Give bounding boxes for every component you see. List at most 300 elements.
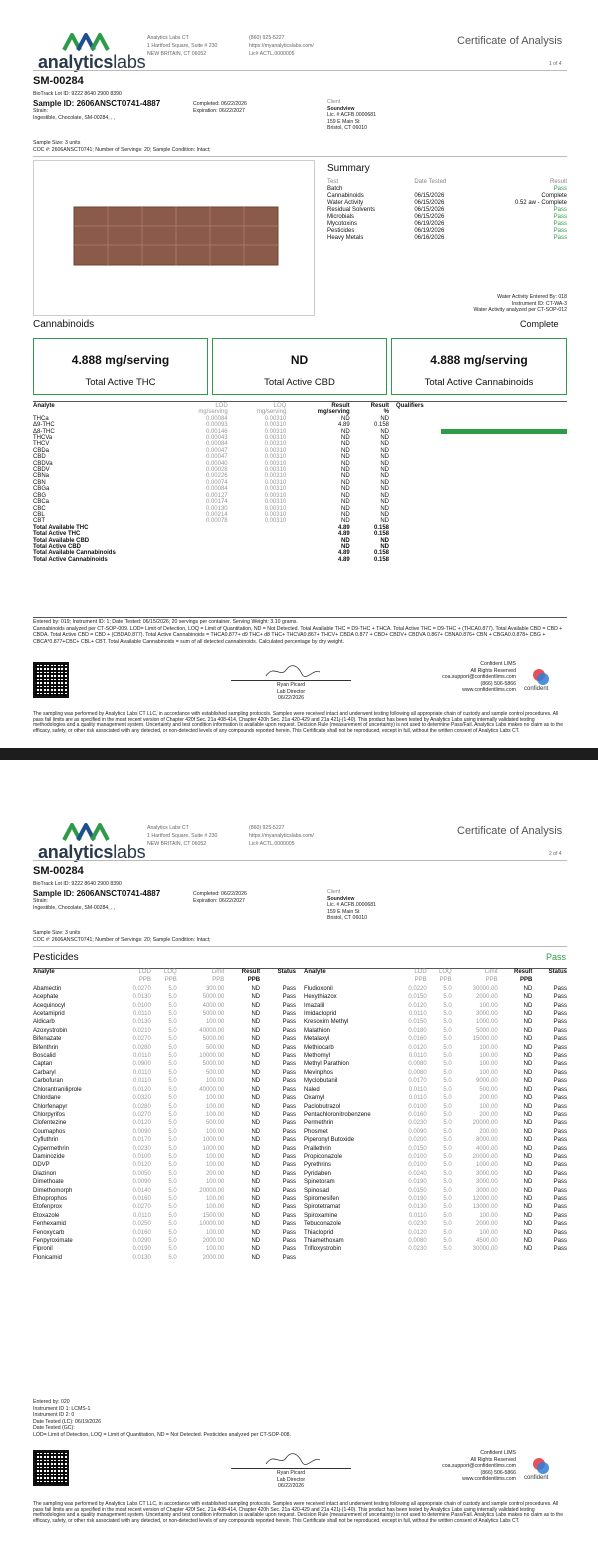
lod-value: 0.0200 — [408, 1137, 427, 1144]
col-result: Result — [241, 969, 261, 975]
pesticide-row — [303, 1153, 568, 1161]
result-value: ND — [251, 1036, 261, 1043]
status-value: Pass — [282, 1036, 296, 1043]
signature-icon — [262, 1450, 322, 1468]
analyte-name: Coumaphos — [33, 1128, 66, 1135]
lod-value: 0.0110 — [132, 1011, 151, 1018]
result-pct: ND — [380, 415, 389, 422]
lod-value: 0.00047 — [205, 454, 228, 461]
status-value: Pass — [282, 1002, 296, 1009]
limit-value: 30000.00 — [472, 1246, 498, 1253]
pesticide-row — [303, 1145, 568, 1153]
pesticide-row — [303, 1060, 568, 1068]
status-value: Pass — [282, 1145, 296, 1152]
lod-value: 0.0120 — [408, 1044, 427, 1051]
summary-result: Pass — [553, 207, 567, 213]
status-value: Pass — [553, 1061, 567, 1068]
analyte-name: Chlorfenapyr — [33, 1103, 68, 1110]
result-value: ND — [251, 1095, 261, 1102]
lod-value: 0.00028 — [205, 467, 228, 474]
result-pct: ND — [380, 435, 389, 442]
lod-value: 0.0110 — [132, 1069, 151, 1076]
analyte-name: Spirotetramat — [304, 1204, 341, 1211]
limit-value: 2000.00 — [202, 1254, 225, 1261]
analyte-name: Acephate — [33, 994, 59, 1001]
loq-value: 0.00310 — [264, 518, 287, 525]
summary-result: Pass — [553, 235, 567, 241]
lod-value: 0.0090 — [132, 1179, 151, 1186]
summary-test: Heavy Metals — [327, 235, 364, 241]
result-value: ND — [523, 1069, 533, 1076]
lod-value: 0.0270 — [132, 1036, 151, 1043]
summary-test: Batch — [327, 186, 343, 192]
col-result-pct: Result — [370, 403, 389, 409]
col-loq: LOQ — [438, 969, 452, 975]
pesticide-row — [32, 1229, 297, 1237]
expiration-date: Expiration: 06/22/2027 — [193, 108, 245, 114]
pesticide-row — [303, 1128, 568, 1136]
limit-value: 5000.00 — [202, 994, 225, 1001]
lod-value: 0.0100 — [132, 1002, 151, 1009]
loq-value: 5.0 — [168, 1170, 177, 1177]
loq-value: 5.0 — [168, 1103, 177, 1110]
status-value: Pass — [553, 1011, 567, 1018]
pesticide-row — [32, 1111, 297, 1119]
analyte-name: Methyl Parathion — [304, 1061, 350, 1068]
result-mg: ND — [341, 511, 350, 518]
lod-value: 0.0160 — [132, 1229, 151, 1236]
analyte-name: CBDa — [33, 447, 50, 454]
pesticide-row — [303, 1161, 568, 1169]
lab-address: Analytics Labs CT 1 Hartford Square, Suite # 230 NEW BRITAIN, CT 06052 — [147, 35, 218, 57]
status-value: Pass — [553, 1246, 567, 1253]
lab-contact: (860) 925-5227 https://myanalyticslabs.com/ Lic# ACTL.0000005 — [249, 825, 314, 847]
result-value: ND — [523, 994, 533, 1001]
result-pct: ND — [380, 447, 389, 454]
summary-test: Cannabinoids — [327, 193, 364, 199]
status-value: Pass — [553, 1128, 567, 1135]
analyte-name: Spiroxamine — [304, 1212, 338, 1219]
expiration-date: Expiration: 06/22/2027 — [193, 898, 245, 904]
lod-value: 0.0150 — [408, 1145, 427, 1152]
coa-page-1 — [0, 0, 598, 745]
lod-value: 0.0080 — [408, 1069, 427, 1076]
loq-value: 5.0 — [168, 1254, 177, 1261]
lod-value: 0.0320 — [132, 1095, 151, 1102]
pesticide-table-left — [32, 968, 297, 1262]
loq-value: 0.00310 — [264, 460, 287, 467]
strain: Strain: — [33, 898, 48, 904]
result-value: ND — [523, 1103, 533, 1110]
result-value: ND — [523, 1078, 533, 1085]
result-value: ND — [523, 1153, 533, 1160]
analyte-name: Spiromesifen — [304, 1195, 340, 1202]
result-value: ND — [523, 1019, 533, 1026]
analyte-name: Permethrin — [304, 1120, 334, 1127]
loq-value: 5.0 — [168, 1195, 177, 1202]
total-name: Total Available CBD — [33, 537, 90, 544]
status-value: Pass — [553, 1002, 567, 1009]
lod-value: 0.0130 — [408, 1204, 427, 1211]
loq-value: 5.0 — [168, 1027, 177, 1034]
pesticide-row — [303, 1103, 568, 1111]
result-value: ND — [251, 1027, 261, 1034]
loq-value: 0.00310 — [264, 415, 287, 422]
loq-value: 5.0 — [443, 1078, 452, 1085]
result-value: ND — [523, 1170, 533, 1177]
summary-title: Summary — [327, 163, 370, 174]
limit-value: 100.00 — [205, 1111, 225, 1118]
pesticide-row — [32, 1002, 297, 1010]
lod-value: 0.0120 — [132, 1162, 151, 1169]
loq-value: 5.0 — [443, 1179, 452, 1186]
lod-value: 0.0170 — [132, 1137, 151, 1144]
unit-lod: PPB — [138, 977, 151, 984]
summary-date: 06/19/2026 — [414, 228, 445, 234]
limit-value: 3000.00 — [475, 1179, 498, 1186]
analyte-name: CBDV — [33, 467, 50, 474]
analyte-name: Hexythiazox — [304, 994, 337, 1001]
loq-value: 5.0 — [168, 1086, 177, 1093]
result-mg: ND — [341, 492, 350, 499]
result-pct: ND — [380, 454, 389, 461]
pesticide-row — [32, 1153, 297, 1161]
result-pct: 0.158 — [373, 524, 389, 531]
limit-value: 3000.00 — [475, 1187, 498, 1194]
analyte-name: Pyridaben — [304, 1170, 332, 1177]
result-value: ND — [523, 1027, 533, 1034]
result-value: ND — [523, 1229, 533, 1236]
status-value: Pass — [553, 1120, 567, 1127]
result-value: ND — [523, 1195, 533, 1202]
loq-value: 5.0 — [168, 1238, 177, 1244]
pesticide-row — [303, 1119, 568, 1127]
result-mg: 4.89 — [337, 531, 350, 538]
limit-value: 4000.00 — [475, 1145, 498, 1152]
loq-value: 5.0 — [168, 1053, 177, 1060]
status-value: Pass — [553, 1019, 567, 1026]
matrix: Ingestible, Chocolate, SM-00284, , , — [33, 905, 116, 911]
coc-number: COC #: 2606ANSCT0741; Number of Servings: 20; Sample Condition: Intact; — [33, 937, 211, 943]
qr-code-icon[interactable] — [33, 662, 69, 698]
status-value: Pass — [553, 994, 567, 1001]
pesticide-row — [303, 1018, 568, 1026]
lod-value: 0.0230 — [132, 1145, 151, 1152]
loq-value: 5.0 — [443, 1053, 452, 1060]
lod-value: 0.0270 — [132, 1111, 151, 1118]
pesticide-row — [32, 1128, 297, 1136]
cannabinoid-notes: Entered by: 019; Instrument ID: 1; Date Tested: 06/15/2026; 20 servings per container. Serving Weight: 3.10 grams. Cannabinoids analyzed per CT-SOP-009. LOD= Limit of Detection, LOQ = Limit of Quantitation, ND = Not Detected. Total Available THC = D9-THC + THCA. Total Active THC = D9-THC + (THCA0.877). Total Available CBD = CBD + CBDA. Total Active CBD = CBD + (CBDA0.877). Total Active Cannabinoids = THCA0.877+ d9 THC+ d8 THC+ THCVA0.867+ THCV+ CBDA 0.877 + CBD+ CBDV+ CBDVA 0.867+ CBNA0.876+ CBN + CBGA0.0.878+ CBG + CBCA*0.877+CBC+ CBL+ CBT. Total Available Cannabinoids = sum of all detected cannabinoids. Calculated percentage by dry weight. — [33, 619, 563, 645]
analyte-name: CBL — [33, 511, 45, 518]
status-value: Pass — [553, 1053, 567, 1060]
lod-value: 0.0140 — [132, 1187, 151, 1194]
summary-row — [327, 186, 567, 193]
confident-lims-info: Confident LIMS All Rights Reserved coa.support@confidentlims.com (866) 506-5866 www.confidentlims.com — [442, 661, 516, 693]
limit-value: 500.00 — [205, 1120, 225, 1127]
pesticide-row — [32, 1195, 297, 1203]
result-value: ND — [251, 1145, 261, 1152]
summary-result: Complete — [541, 193, 567, 199]
pesticide-row — [303, 1229, 568, 1237]
summary-row — [327, 207, 567, 214]
total-name: Total Active THC — [33, 531, 81, 538]
limit-value: 100.00 — [205, 1153, 225, 1160]
result-value: ND — [523, 1145, 533, 1152]
result-mg: ND — [341, 435, 350, 442]
loq-value: 5.0 — [168, 1204, 177, 1211]
unit-result-mg: mg/serving — [317, 409, 350, 416]
pesticide-row — [32, 1145, 297, 1153]
total-active-cannabinoids-box: 4.888 mg/serving Total Active Cannabinoids — [391, 338, 567, 395]
status-value: Pass — [282, 1053, 296, 1060]
analyte-name: Pentachloronitrobenzene — [304, 1111, 371, 1118]
analyte-name: Malathion — [304, 1027, 331, 1034]
result-value: ND — [251, 1238, 261, 1244]
status-value: Pass — [553, 1095, 567, 1102]
result-value: ND — [251, 1111, 261, 1118]
pesticide-row — [303, 1187, 568, 1195]
analyte-name: Piperonyl Butoxide — [304, 1137, 355, 1144]
summary-row — [327, 200, 567, 207]
limit-value: 4000.00 — [202, 1002, 225, 1009]
status-value: Pass — [282, 1162, 296, 1169]
lod-value: 0.0080 — [408, 1061, 427, 1068]
limit-value: 5000.00 — [475, 1027, 498, 1034]
lod-value: 0.0160 — [408, 1111, 427, 1118]
unit-loq: mg/serving — [256, 409, 287, 416]
analyte-name: CBC — [33, 505, 46, 512]
analyte-name: Mevinphos — [304, 1069, 334, 1076]
limit-value: 100.00 — [205, 1162, 225, 1169]
pesticide-row — [32, 1086, 297, 1094]
lod-value: 0.0090 — [132, 1128, 151, 1135]
doc-title: Certificate of Analysis — [457, 35, 563, 47]
analyte-name: Flonicamid — [33, 1254, 63, 1261]
lod-value: 0.0190 — [408, 1195, 427, 1202]
col-loq: LOQ — [164, 969, 177, 975]
status-value: Pass — [282, 1229, 296, 1236]
summary-row — [327, 235, 567, 242]
loq-value: 0.00310 — [264, 511, 287, 518]
lod-value: 0.0250 — [132, 1221, 151, 1228]
status-value: Pass — [553, 1036, 567, 1043]
result-mg: ND — [341, 428, 350, 435]
lod-value: 0.0210 — [132, 1027, 151, 1034]
status-value: Pass — [282, 1019, 296, 1026]
lod-value: 0.0180 — [408, 1027, 427, 1034]
loq-value: 5.0 — [443, 1229, 452, 1236]
result-mg: 4.89 — [337, 550, 350, 557]
pesticide-row — [32, 1203, 297, 1211]
col-loq: LOQ — [273, 403, 287, 409]
result-mg: ND — [341, 473, 350, 480]
unit-limit: PPB — [485, 977, 498, 984]
result-value: ND — [251, 1195, 261, 1202]
loq-value: 0.00310 — [264, 473, 287, 480]
pesticide-row — [32, 1178, 297, 1186]
result-value: ND — [523, 1187, 533, 1194]
analyte-name: Spinetoram — [304, 1179, 335, 1186]
coa-page-2 — [0, 790, 598, 1535]
total-name: Total Available THC — [33, 524, 89, 531]
status-value: Pass — [553, 1195, 567, 1202]
result-pct: ND — [380, 499, 389, 506]
analyte-name: Fenoxycarb — [33, 1229, 65, 1236]
status-value: Pass — [553, 985, 567, 992]
pesticide-row — [32, 1044, 297, 1052]
lod-value: 0.0240 — [408, 1170, 427, 1177]
qr-code-icon[interactable] — [33, 1450, 69, 1486]
result-value: ND — [523, 1179, 533, 1186]
status-value: Pass — [282, 1120, 296, 1127]
loq-value: 5.0 — [168, 1019, 177, 1026]
result-mg: ND — [341, 499, 350, 506]
analyte-name: Spinosad — [304, 1187, 330, 1194]
result-value: ND — [251, 1002, 261, 1009]
pesticide-row — [303, 1094, 568, 1102]
lod-value: 0.0170 — [408, 1078, 427, 1085]
col-limit: Limit — [211, 969, 225, 975]
unit-limit: PPB — [212, 977, 225, 984]
result-value: ND — [251, 1179, 261, 1186]
lod-value: 0.0120 — [132, 1120, 151, 1127]
loq-value: 5.0 — [443, 1221, 452, 1228]
matrix: Ingestible, Chocolate, SM-00284, , , — [33, 115, 116, 121]
lod-value: 0.00093 — [205, 422, 228, 429]
loq-value: 5.0 — [168, 1036, 177, 1043]
result-value: ND — [523, 1137, 533, 1144]
summary-table — [327, 179, 567, 242]
analyte-name: Imazalil — [304, 1002, 325, 1009]
lab-contact: (860) 925-5227 https://myanalyticslabs.com/ Lic# ACTL.0000005 — [249, 35, 314, 57]
limit-value: 100.00 — [479, 1212, 498, 1219]
lod-value: 0.00040 — [205, 460, 228, 467]
limit-value: 100.00 — [205, 1229, 225, 1236]
limit-value: 5000.00 — [202, 1061, 225, 1068]
limit-value: 9000.00 — [475, 1078, 498, 1085]
summary-col-date: Date Tested — [414, 179, 447, 185]
loq-value: 5.0 — [168, 994, 177, 1001]
page-number: 1 of 4 — [549, 61, 562, 67]
status-value: Pass — [282, 1061, 296, 1068]
lod-value: 0.0110 — [408, 1053, 427, 1060]
pesticide-row — [303, 1245, 568, 1253]
lod-value: 0.00074 — [205, 479, 228, 486]
analyte-name: Dimethoate — [33, 1179, 64, 1186]
limit-value: 13000.00 — [472, 1204, 498, 1211]
summary-result: Pass — [553, 221, 567, 227]
disclaimer: The sampling was performed by Analytics Labs CT LLC, in accordance with established sampling protocols. Samples were received intact and underwent testing following all appropriate chain of custody and sample control procedures. All pass fail limits are as specified in the most recent version of Chapter 420f Sec. 21a 408-414, Chapter 420h Sec. 21a 420-429 and 21a 421j-(1-40). This product has been tested by Analytics Labs using internally validated testing methodologies and a quality management system. Uncertainty and test condition information is available upon request. Decision Rule (measurement of uncertainty) is not used to determine Pass/Fail. Analytics Labs makes no claim as to the efficacy, safety, or other risk associated with any detected, or non-detected levels of any compounds reported herein. This Certificate shall not be reproduced, except in full, without the written consent of Analytics Labs CT. — [33, 711, 563, 734]
analyte-name: Fenhexamid — [33, 1221, 67, 1228]
loq-value: 5.0 — [168, 1002, 177, 1009]
result-value: ND — [523, 1095, 533, 1102]
status-value: Pass — [282, 1187, 296, 1194]
status-value: Pass — [553, 1111, 567, 1118]
analytics-labs-logo-icon — [62, 820, 110, 842]
lod-value: 0.0130 — [132, 1019, 151, 1026]
col-result-mg: Result — [331, 403, 350, 409]
status-value: Pass — [282, 1254, 296, 1261]
biotrack-id: BioTrack Lot ID: 9222 8640 2900 8390 — [33, 91, 122, 97]
sample-id: Sample ID: 2606ANSCT0741-4887 — [33, 99, 161, 108]
status-value: Pass — [553, 1221, 567, 1228]
status-value: Pass — [282, 994, 296, 1001]
result-pct: ND — [380, 492, 389, 499]
limit-value: 5000.00 — [202, 1036, 225, 1043]
loq-value: 5.0 — [443, 1145, 452, 1152]
loq-value: 0.00310 — [264, 435, 287, 442]
analyte-name: Fludioxonil — [304, 985, 333, 992]
analyte-name: Cypermethrin — [33, 1145, 70, 1152]
result-value: ND — [251, 1061, 261, 1068]
analyte-name: Abamectin — [33, 985, 62, 992]
total-name: Total Active Cannabinoids — [33, 556, 108, 563]
loq-value: 5.0 — [443, 1128, 452, 1135]
loq-value: 0.00310 — [264, 499, 287, 506]
lod-value: 0.0230 — [408, 1246, 427, 1253]
result-value: ND — [251, 994, 261, 1001]
loq-value: 5.0 — [168, 1221, 177, 1228]
pesticide-notes: Entered by: 020 Instrument ID 1: LCMS-1 Instrument ID 2: 0 Date Tested (LC): 06/19/2026 Date Tested (GC): LOD= Limit of Detection, LOQ = Limit of Quantitation, ND = Not Detected. Pesticides analyzed per CT-SOP-008. — [33, 1399, 291, 1438]
limit-value: 100.00 — [479, 1229, 498, 1236]
result-value: ND — [251, 1229, 261, 1236]
analyte-name: Cyfluthrin — [33, 1137, 59, 1144]
loq-value: 5.0 — [168, 1128, 177, 1135]
pesticide-row — [303, 1136, 568, 1144]
analyte-name: Etoxazole — [33, 1212, 60, 1219]
result-mg: ND — [341, 543, 350, 550]
result-value: ND — [523, 1246, 533, 1253]
analyte-name: Imidacloprid — [304, 1011, 337, 1018]
analyte-name: CBG — [33, 492, 47, 499]
col-lod: LOD — [215, 403, 228, 409]
pesticide-row — [303, 1035, 568, 1043]
loq-value: 5.0 — [443, 1170, 452, 1177]
status-value: Pass — [553, 1137, 567, 1144]
status-value: Pass — [553, 1069, 567, 1076]
result-pct: 0.158 — [373, 531, 389, 538]
status-value: Pass — [282, 1044, 296, 1051]
lod-value: 0.00226 — [205, 473, 228, 480]
limit-value: 10000.00 — [199, 1053, 225, 1060]
pesticide-row — [303, 1002, 568, 1010]
pesticide-row — [32, 1212, 297, 1220]
status-value: Pass — [282, 1221, 296, 1228]
status-value: Pass — [553, 1044, 567, 1051]
pesticide-row — [303, 1170, 568, 1178]
limit-value: 20000.00 — [472, 1153, 498, 1160]
analyte-name: CBN — [33, 479, 46, 486]
loq-value: 5.0 — [443, 1103, 452, 1110]
col-qualifiers: Qualifiers — [396, 403, 424, 409]
pesticide-row — [303, 1027, 568, 1035]
result-value: ND — [251, 1204, 261, 1211]
result-value: ND — [251, 1187, 261, 1194]
limit-value: 100.00 — [479, 1002, 498, 1009]
result-value: ND — [251, 1103, 261, 1110]
analyte-name: Diazinon — [33, 1170, 57, 1177]
status-value: Pass — [553, 1179, 567, 1186]
limit-value: 20000.00 — [199, 1187, 225, 1194]
unit-result: PPB — [519, 977, 533, 984]
summary-date: 06/16/2026 — [414, 235, 445, 241]
pesticide-row — [32, 1018, 297, 1026]
summary-row — [327, 221, 567, 228]
summary-col-result: Result — [549, 179, 567, 185]
result-mg: ND — [341, 467, 350, 474]
result-value: ND — [251, 1078, 261, 1085]
result-pct: ND — [380, 537, 389, 544]
